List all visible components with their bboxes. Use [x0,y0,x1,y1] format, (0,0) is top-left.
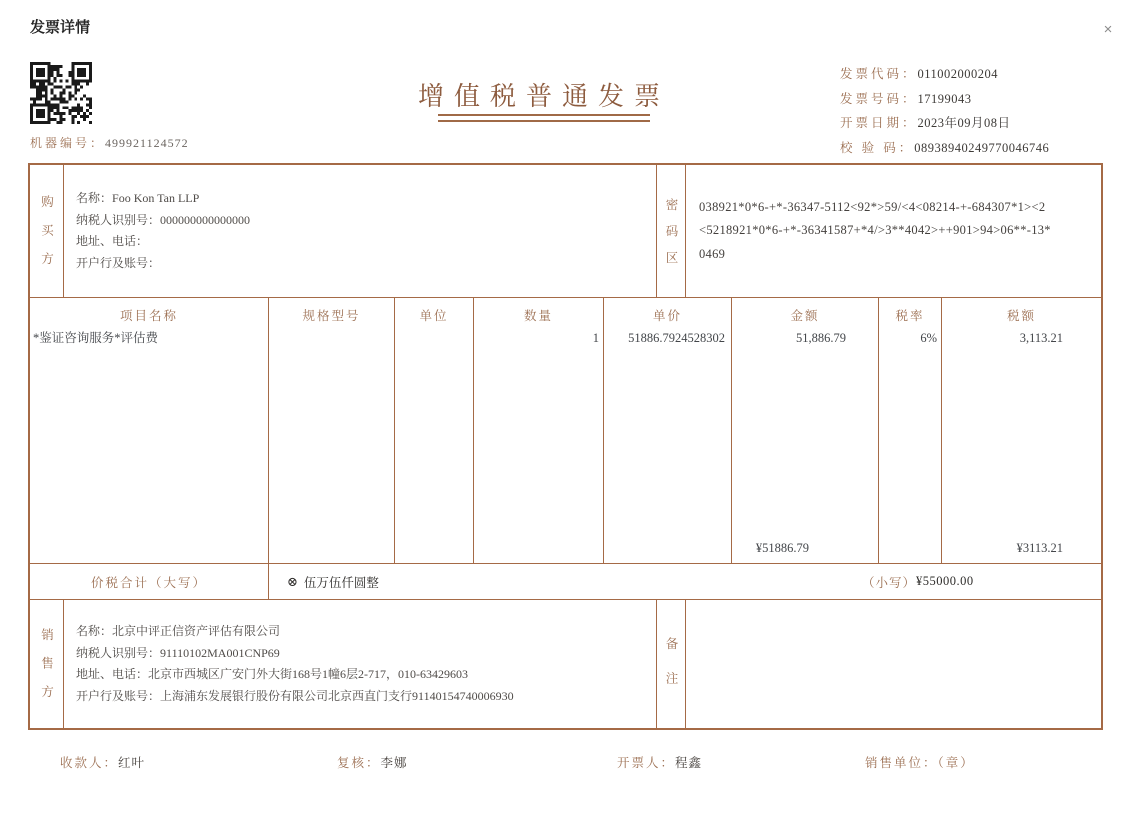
invoice-footer [28,753,1103,775]
remark-area [686,600,1101,728]
header-unit: 单位 [419,309,449,323]
seller-address-line: 地址、电话：北京市西城区广安门外大街168号1幢6层2-717，010-63429603 [76,667,469,681]
buyer-bank-line: 开户行及账号： [76,255,161,270]
summary-label: 价税合计（大写） [30,564,269,599]
invoice-title: 增值税普通发票 [417,82,670,111]
invoice-code-label: 发票代码： [840,67,918,81]
cell-tax-rate: 6% [920,331,937,345]
header-spec: 规格型号 [302,309,361,323]
column-unit-price [604,298,732,563]
column-spec [269,298,395,563]
cell-unit-price: 51886.7924528302 [628,331,725,345]
remark-label: 备注 [657,600,686,728]
summary-content [269,564,1101,599]
header-tax: 税额 [1006,309,1036,323]
invoice-code-value: 011002000204 [917,67,999,81]
amount-total: ¥51886.79 [755,541,809,555]
small-writing-value: ¥55000.00 [916,574,974,588]
column-unit [395,298,474,563]
column-tax-rate [879,298,942,563]
password-area [686,165,1101,297]
invoice-date-line [840,111,1049,136]
buyer-info [64,165,657,297]
seller-bank-line: 开户行及账号：上海浦东发展银行股份有限公司北京西直门支行91140154740006930 [76,688,514,703]
invoice-table [28,163,1103,730]
column-item-name [30,298,269,563]
amount-small-writing [862,564,974,599]
column-tax [942,298,1101,563]
payee: 收款人：红叶 [60,756,146,770]
close-icon[interactable]: × [1103,21,1113,38]
buyer-party-label: 购买方 [30,165,64,297]
cell-qty: 1 [592,331,599,345]
header-qty: 数量 [523,309,553,323]
summary-section [30,564,1101,600]
check-code-value: 08938940249770046746 [914,140,1050,155]
invoice-title-underline [438,114,650,122]
column-qty [474,298,604,563]
circled-x-icon: ⊗ [287,573,298,589]
invoice-code-line [840,62,1049,87]
header-amount: 金额 [790,309,820,323]
seller-seal: 销售单位：（章） [865,756,975,770]
machine-number [30,134,189,151]
check-code-line [840,136,1049,161]
seller-taxid-line: 纳税人识别号：91110102MA001CNP69 [76,645,280,660]
header-tax-rate: 税率 [895,309,925,323]
cell-tax: 3,113.21 [1019,331,1063,345]
password-area-label: 密码区 [657,165,686,297]
seller-section [30,600,1101,728]
tax-total: ¥3113.21 [1016,541,1063,555]
reviewer: 复核：李娜 [337,756,408,770]
password-line: 0469 [699,246,726,261]
check-code-label: 校 验 码： [840,140,915,155]
page-title: 发票详情 [30,19,91,36]
invoice-number-label: 发票号码： [840,91,918,106]
column-amount [732,298,879,563]
invoice-number-value: 17199043 [917,91,972,106]
seller-name-line: 名称：北京中评正信资产评估有限公司 [76,624,281,638]
invoice-date-label: 开票日期： [840,116,918,130]
small-writing-label: （小写） [862,575,917,590]
buyer-name-line: 名称：Foo Kon Tan LLP [76,191,200,205]
items-section [30,298,1101,564]
invoice-meta [840,62,1049,160]
cell-amount: 51,886.79 [796,331,846,345]
buyer-section [30,165,1101,298]
invoice-date-value: 2023年09月08日 [917,116,1011,130]
password-line: <5218921*0*6-+*-36341587+*4/>3**4042>++901>94>06**-13* [699,223,1051,238]
machine-number-label: 机器编号： [30,136,106,150]
password-line: 038921*0*6-+*-36347-5112<92*>59/<4<08214-+-684307*1><2 [699,199,1046,214]
buyer-taxid-line: 纳税人识别号：000000000000000 [76,212,251,227]
header-item-name: 项目名称 [119,309,178,323]
cell-item-name: *鉴证咨询服务*评估费 [33,331,159,345]
seller-party-label: 销售方 [30,600,64,728]
machine-number-value: 499921124572 [105,136,189,150]
header-unit-price: 单价 [652,309,682,323]
invoice-number-line [840,87,1049,112]
seller-info [64,600,657,728]
qr-code [30,62,92,124]
buyer-address-line: 地址、电话： [76,234,149,248]
drawer: 开票人：程鑫 [617,756,703,770]
amount-in-words: 伍万伍仟圆整 [303,575,379,590]
